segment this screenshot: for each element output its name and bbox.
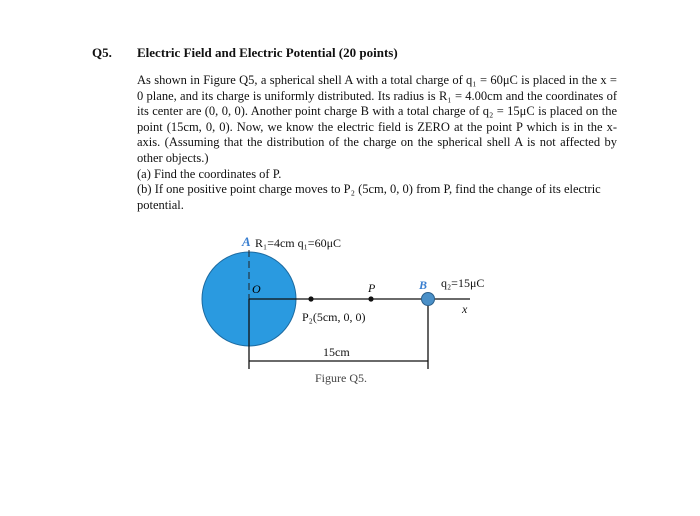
part-a-text: (a) Find the coordinates of P. — [137, 166, 282, 181]
point-p — [368, 296, 373, 301]
point-p2 — [308, 296, 313, 301]
part-b-text: (b) If one positive point charge moves to P₂ (5cm, 0, 0) from P, find the change of its electric potential. — [137, 182, 601, 212]
label-origin: O — [252, 282, 261, 296]
question-number: Q5. — [92, 45, 112, 60]
label-distance: 15cm — [323, 345, 350, 359]
label-a: A — [242, 234, 251, 249]
problem-paragraph: As shown in Figure Q5, a spherical shell A with a total charge of q₁ = 60μC is placed in the x = 0 plane, and its charge is uniformly distributed. Its radius is R₁ = 4.00cm and the coordinates of its center are (0, 0, 0). Another point charge B with a total charge of q₂ = 15μC is placed on the point (15cm, 0, 0). Now, we know the electric field is ZERO at the point P which is in the x-axis. (Assuming that the distribution of the charge on the spherical shell A is not affected by other objects.) — [137, 73, 617, 165]
label-p: P — [368, 281, 376, 295]
label-q2: q₂=15μC — [441, 276, 485, 290]
label-p2: P₂(5cm, 0, 0) — [302, 310, 366, 324]
figure-caption: Figure Q5. — [315, 371, 367, 385]
point-charge-b — [422, 293, 435, 306]
question-title: Electric Field and Electric Potential (20 points) — [137, 45, 398, 60]
label-x-axis: x — [462, 302, 468, 316]
label-b: B — [419, 278, 428, 292]
label-shell-parameters: R₁=4cm q₁=60μC — [255, 236, 342, 250]
